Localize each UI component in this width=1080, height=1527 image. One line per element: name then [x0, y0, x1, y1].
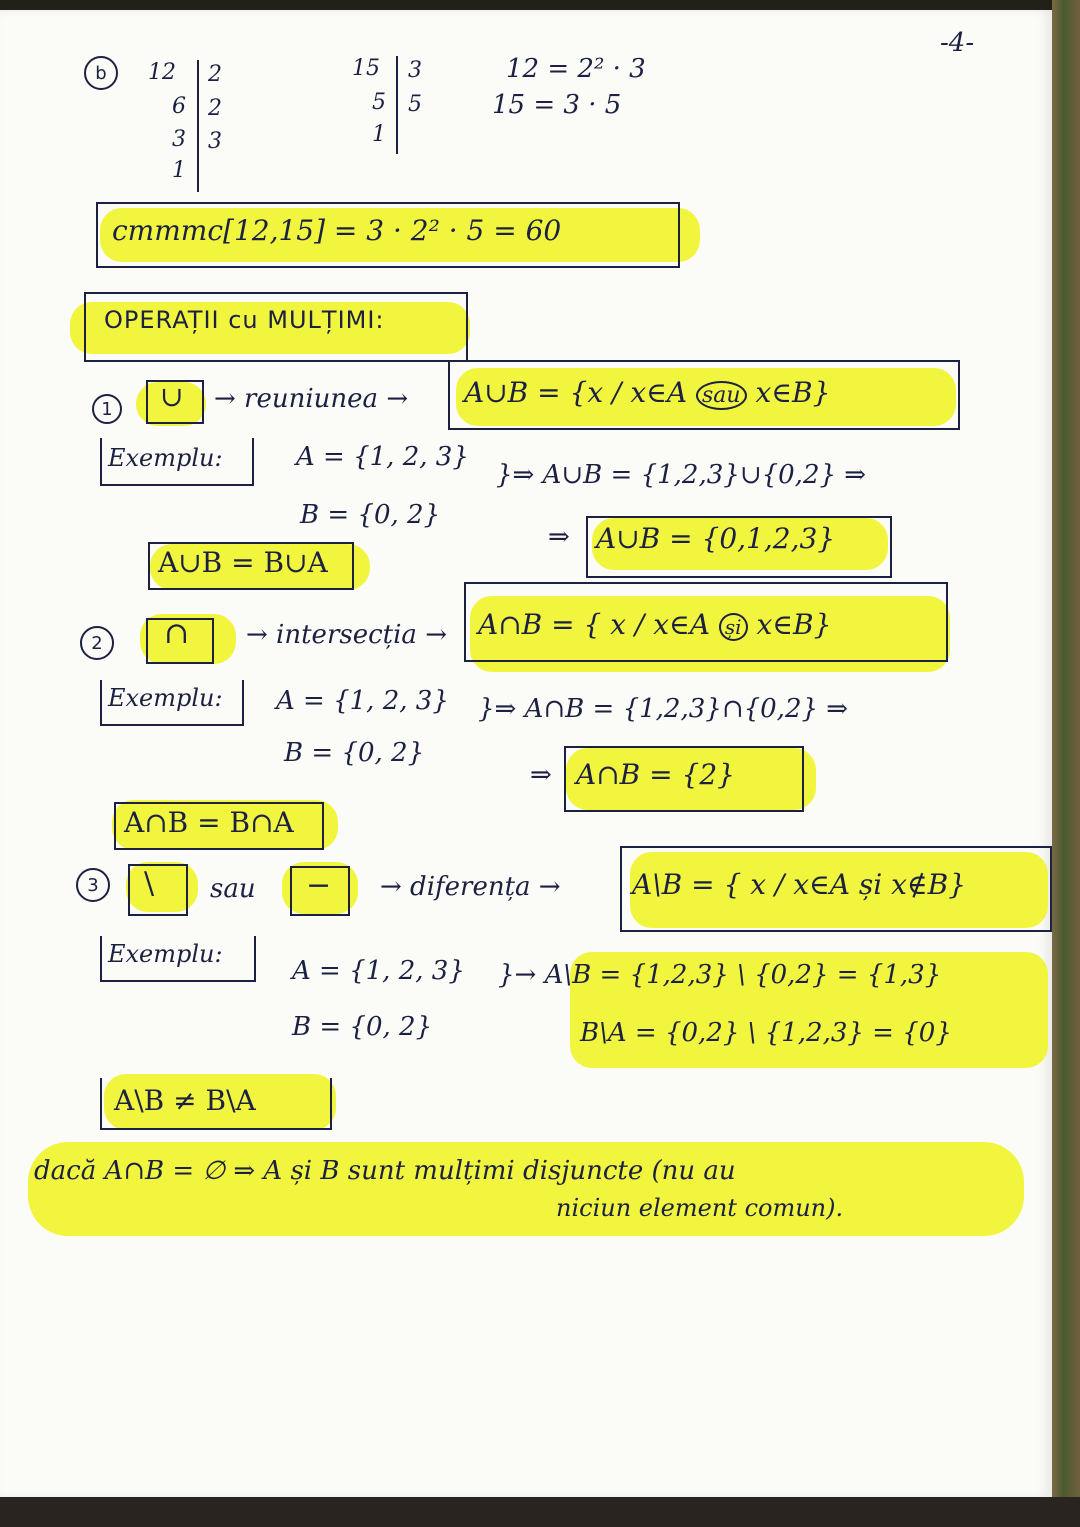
- union-label: → reuniunea →: [214, 384, 409, 414]
- union-result: A∪B = {0,1,2,3}: [596, 522, 836, 555]
- difference-symbol-1: \: [144, 866, 155, 901]
- intersection-set-b: B = {0, 2}: [284, 738, 425, 768]
- intersection-result: A∩B = {2}: [576, 758, 735, 791]
- div15-left-2: 1: [372, 122, 386, 147]
- intersection-step: }⇒ A∩B = {1,2,3}∩{0,2} ⇒: [478, 694, 849, 724]
- div15-left-0: 15: [352, 56, 380, 81]
- background-edge-bottom: [0, 1497, 1080, 1527]
- intersection-result-arrow: ⇒: [530, 760, 552, 790]
- cmmmc-result: cmmmc[12,15] = 3 · 2² · 5 = 60: [112, 214, 562, 247]
- background-edge-right: [1052, 0, 1080, 1527]
- intersection-number: 2: [80, 626, 114, 660]
- intersection-example-label: Exemplu:: [108, 684, 223, 712]
- union-example-label: Exemplu:: [108, 444, 223, 472]
- difference-symbol-1-box: [128, 864, 188, 916]
- union-definition-before: A∪B = {x / x∈A: [464, 376, 688, 409]
- intersection-definition-before: A∩B = { x / x∈A: [478, 608, 710, 641]
- difference-definition: A\B = { x / x∈A și x∉B}: [632, 868, 967, 901]
- factorization-12: 12 = 2² · 3: [506, 54, 646, 84]
- div12-left-3: 1: [172, 158, 186, 183]
- intersection-symbol: ∩: [164, 616, 190, 651]
- div15-right-1: 5: [408, 92, 422, 117]
- intersection-commutative: A∩B = B∩A: [124, 806, 294, 839]
- notebook-page: [0, 10, 1052, 1497]
- note-line-2: niciun element comun).: [556, 1194, 844, 1222]
- intersection-definition: [478, 608, 831, 641]
- union-commutative: A∪B = B∪A: [158, 546, 328, 579]
- section-marker-b: b: [84, 56, 118, 90]
- difference-example-label: Exemplu:: [108, 940, 223, 968]
- div15-left-1: 5: [372, 90, 386, 115]
- div15-separator: [396, 56, 398, 154]
- background-edge-top: [0, 0, 1080, 10]
- intersection-definition-circled: și: [719, 613, 748, 641]
- union-set-a: A = {1, 2, 3}: [296, 442, 469, 472]
- union-symbol: ∪: [160, 380, 184, 413]
- div12-left-0: 12: [148, 60, 176, 85]
- factorization-15: 15 = 3 · 5: [492, 90, 622, 120]
- note-line-1: dacă A∩B = ∅ ⇒ A și B sunt mulțimi disjuncte (nu au: [34, 1156, 736, 1186]
- div15-right-0: 3: [408, 58, 422, 83]
- intersection-set-a: A = {1, 2, 3}: [276, 686, 449, 716]
- difference-step-1: }→ A\B = {1,2,3} \ {0,2} = {1,3}: [498, 960, 942, 990]
- page-number: -4-: [940, 28, 975, 58]
- div12-separator: [197, 60, 199, 192]
- difference-step-2: B\A = {0,2} \ {1,2,3} = {0}: [580, 1018, 952, 1048]
- intersection-label: → intersecția →: [246, 620, 447, 650]
- union-step: }⇒ A∪B = {1,2,3}∪{0,2} ⇒: [496, 460, 867, 490]
- difference-label: → diferența →: [380, 872, 561, 902]
- union-set-b: B = {0, 2}: [300, 500, 441, 530]
- difference-number: 3: [76, 868, 110, 902]
- union-number: 1: [92, 394, 122, 424]
- div12-left-1: 6: [172, 94, 186, 119]
- difference-set-a: A = {1, 2, 3}: [292, 956, 465, 986]
- union-definition-after: x∈B}: [755, 376, 831, 409]
- difference-symbol-2: −: [306, 868, 332, 903]
- union-definition: [464, 376, 830, 409]
- div12-right-0: 2: [208, 62, 222, 87]
- difference-or-word: sau: [210, 874, 256, 904]
- difference-noncommutative: A\B ≠ B\A: [114, 1084, 256, 1117]
- union-result-arrow: ⇒: [548, 522, 570, 552]
- difference-set-b: B = {0, 2}: [292, 1012, 433, 1042]
- div12-right-1: 2: [208, 96, 222, 121]
- operations-title: OPERAȚII cu MULȚIMI:: [104, 306, 385, 334]
- div12-left-2: 3: [172, 127, 186, 152]
- div12-right-2: 3: [208, 129, 222, 154]
- union-definition-circled: sau: [696, 381, 747, 410]
- intersection-definition-after: x∈B}: [756, 608, 832, 641]
